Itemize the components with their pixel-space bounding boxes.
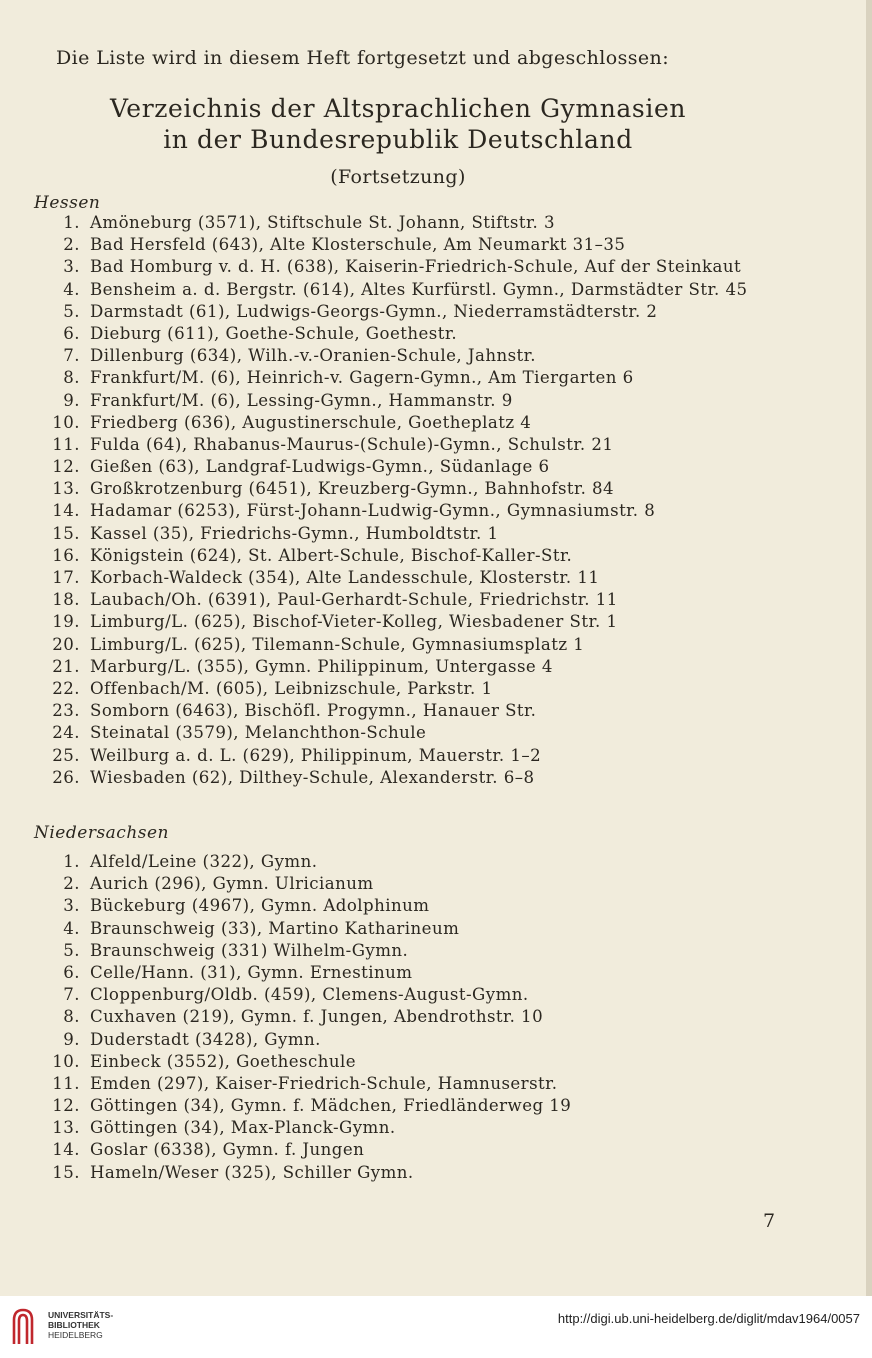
entry-text: Limburg/L. (625), Bischof-Vieter-Kolleg, Wiesbadener Str. 1: [90, 612, 618, 632]
entry-number: 17.: [52, 568, 80, 587]
entry-number: 3.: [63, 257, 80, 277]
entry-number: 14.: [52, 1140, 80, 1160]
entry-text: Hameln/Weser (325), Schiller Gymn.: [90, 1162, 414, 1182]
source-url-link[interactable]: http://digi.ub.uni-heidelberg.de/diglit/mdav1964/0057: [557, 1311, 860, 1326]
entry-number: 7.: [63, 985, 80, 1005]
section-heading-niedersachsen: Niedersachsen: [34, 823, 170, 843]
title-line-2: in der Bundesrepublik Deutschland: [163, 125, 633, 154]
entry-text: Dieburg (611), Goethe-Schule, Goethestr.: [90, 323, 458, 343]
entry-text: Fulda (64), Rhabanus-Maurus-(Schule)-Gymn., Schulstr. 21: [90, 434, 614, 454]
entry-number: 12.: [52, 457, 80, 477]
entry-number: 5.: [63, 940, 80, 960]
entry-number: 18.: [52, 590, 80, 610]
entry-number: 9.: [63, 390, 80, 410]
entry-text: Aurich (296), Gymn. Ulricianum: [90, 874, 374, 894]
entry-number: 2.: [63, 235, 80, 255]
entry-number: 20.: [52, 634, 80, 654]
subtitle: (Fortsetzung): [330, 166, 466, 188]
entry-text: Braunschweig (331) Wilhelm-Gymn.: [90, 940, 409, 960]
entry-number: 16.: [52, 545, 80, 565]
entry-number: 4.: [63, 279, 80, 299]
entry-number: 11.: [52, 434, 80, 454]
entry-number: 15.: [52, 1162, 80, 1182]
entry-number: 9.: [63, 1029, 80, 1049]
entry-text: Weilburg a. d. L. (629), Philippinum, Mauerstr. 1–2: [90, 745, 542, 765]
footer-bar: [0, 1296, 872, 1358]
entry-number: 22.: [52, 678, 80, 698]
intro-line: Die Liste wird in diesem Heft fortgesetzt und abgeschlossen:: [56, 47, 669, 69]
entry-text: Goslar (6338), Gymn. f. Jungen: [90, 1140, 365, 1160]
entry-text: Frankfurt/M. (6), Lessing-Gymn., Hammanstr. 9: [90, 390, 513, 410]
entry-text: Bückeburg (4967), Gymn. Adolphinum: [90, 896, 430, 916]
entry-number: 13.: [52, 1118, 80, 1138]
entry-text: Laubach/Oh. (6391), Paul-Gerhardt-Schule, Friedrichstr. 11: [90, 590, 618, 610]
entry-text: Korbach-Waldeck (354), Alte Landesschule, Klosterstr. 11: [90, 568, 600, 587]
entry-text: Bad Homburg v. d. H. (638), Kaiserin-Friedrich-Schule, Auf der Steinkaut: [90, 257, 742, 277]
entry-number: 8.: [63, 1007, 80, 1027]
entry-text: Marburg/L. (355), Gymn. Philippinum, Untergasse 4: [90, 656, 553, 676]
entry-text: Dillenburg (634), Wilh.-v.-Oranien-Schule, Jahnstr.: [90, 346, 536, 366]
entry-number: 8.: [63, 368, 80, 388]
entry-text: Amöneburg (3571), Stiftschule St. Johann, Stiftstr. 3: [90, 213, 555, 232]
entry-text: Frankfurt/M. (6), Heinrich-v. Gagern-Gymn., Am Tiergarten 6: [90, 368, 634, 388]
entry-text: Offenbach/M. (605), Leibnizschule, Parkstr. 1: [90, 678, 493, 698]
entry-text: Kassel (35), Friedrichs-Gymn., Humboldtstr. 1: [90, 523, 499, 543]
entry-number: 11.: [52, 1073, 80, 1093]
entry-text: Gießen (63), Landgraf-Ludwigs-Gymn., Südanlage 6: [90, 457, 550, 477]
entry-number: 7.: [63, 346, 80, 366]
entry-text: Einbeck (3552), Goetheschule: [90, 1051, 357, 1071]
entry-number: 10.: [52, 1051, 80, 1071]
entry-number: 13.: [52, 479, 80, 499]
entry-number: 2.: [63, 874, 80, 894]
entry-text: Steinatal (3579), Melanchthon-Schule: [90, 723, 427, 743]
entry-number: 6.: [63, 962, 80, 982]
entry-text: Hadamar (6253), Fürst-Johann-Ludwig-Gymn., Gymnasiumstr. 8: [90, 501, 656, 521]
entry-number: 10.: [52, 412, 80, 432]
library-line-1: UNIVERSITÄTS-: [48, 1310, 114, 1320]
entry-number: 5.: [63, 301, 80, 321]
entry-text: Friedberg (636), Augustinerschule, Goetheplatz 4: [90, 412, 532, 432]
entry-text: Cloppenburg/Oldb. (459), Clemens-August-Gymn.: [90, 985, 529, 1005]
entry-text: Cuxhaven (219), Gymn. f. Jungen, Abendrothstr. 10: [90, 1007, 544, 1027]
entry-number: 23.: [52, 701, 80, 721]
entry-number: 4.: [63, 918, 80, 938]
entry-number: 3.: [63, 896, 80, 916]
entry-text: Braunschweig (33), Martino Katharineum: [90, 918, 460, 938]
title-line-1: Verzeichnis der Altsprachlichen Gymnasien: [109, 94, 687, 123]
library-line-3: HEIDELBERG: [48, 1330, 103, 1340]
entry-text: Großkrotzenburg (6451), Kreuzberg-Gymn., Bahnhofstr. 84: [90, 479, 615, 499]
entry-number: 12.: [52, 1096, 80, 1116]
entry-text: Somborn (6463), Bischöfl. Progymn., Hanauer Str.: [90, 701, 537, 721]
entry-text: Wiesbaden (62), Dilthey-Schule, Alexanderstr. 6–8: [90, 767, 535, 787]
entry-text: Alfeld/Leine (322), Gymn.: [90, 852, 318, 871]
entry-number: 21.: [52, 656, 80, 676]
entry-text: Göttingen (34), Max-Planck-Gymn.: [90, 1118, 396, 1138]
library-logo-icon: [10, 1306, 36, 1346]
entry-text: Darmstadt (61), Ludwigs-Georgs-Gymn., Niederramstädterstr. 2: [90, 301, 658, 321]
entry-text: Celle/Hann. (31), Gymn. Ernestinum: [90, 962, 413, 982]
entry-text: Bad Hersfeld (643), Alte Klosterschule, Am Neumarkt 31–35: [90, 235, 626, 255]
library-line-2: BIBLIOTHEK: [48, 1320, 100, 1330]
entry-number: 26.: [52, 767, 80, 787]
entry-number: 1.: [63, 852, 80, 871]
entry-text: Limburg/L. (625), Tilemann-Schule, Gymnasiumsplatz 1: [90, 634, 585, 654]
entry-number: 14.: [52, 501, 80, 521]
entry-number: 25.: [52, 745, 80, 765]
library-name: [48, 1310, 113, 1340]
entry-text: Bensheim a. d. Bergstr. (614), Altes Kurfürstl. Gymn., Darmstädter Str. 45: [90, 279, 748, 299]
entry-number: 19.: [52, 612, 80, 632]
entry-number: 24.: [52, 723, 80, 743]
entry-number: 1.: [63, 213, 80, 232]
entry-number: 15.: [52, 523, 80, 543]
section-heading-hessen: Hessen: [34, 193, 101, 213]
page-number: 7: [763, 1210, 776, 1232]
entry-text: Duderstadt (3428), Gymn.: [90, 1029, 321, 1049]
entry-text: Emden (297), Kaiser-Friedrich-Schule, Hamnuserstr.: [90, 1073, 558, 1093]
entry-text: Göttingen (34), Gymn. f. Mädchen, Friedländerweg 19: [90, 1096, 572, 1116]
entry-text: Königstein (624), St. Albert-Schule, Bischof-Kaller-Str.: [90, 545, 573, 565]
entry-number: 6.: [63, 323, 80, 343]
